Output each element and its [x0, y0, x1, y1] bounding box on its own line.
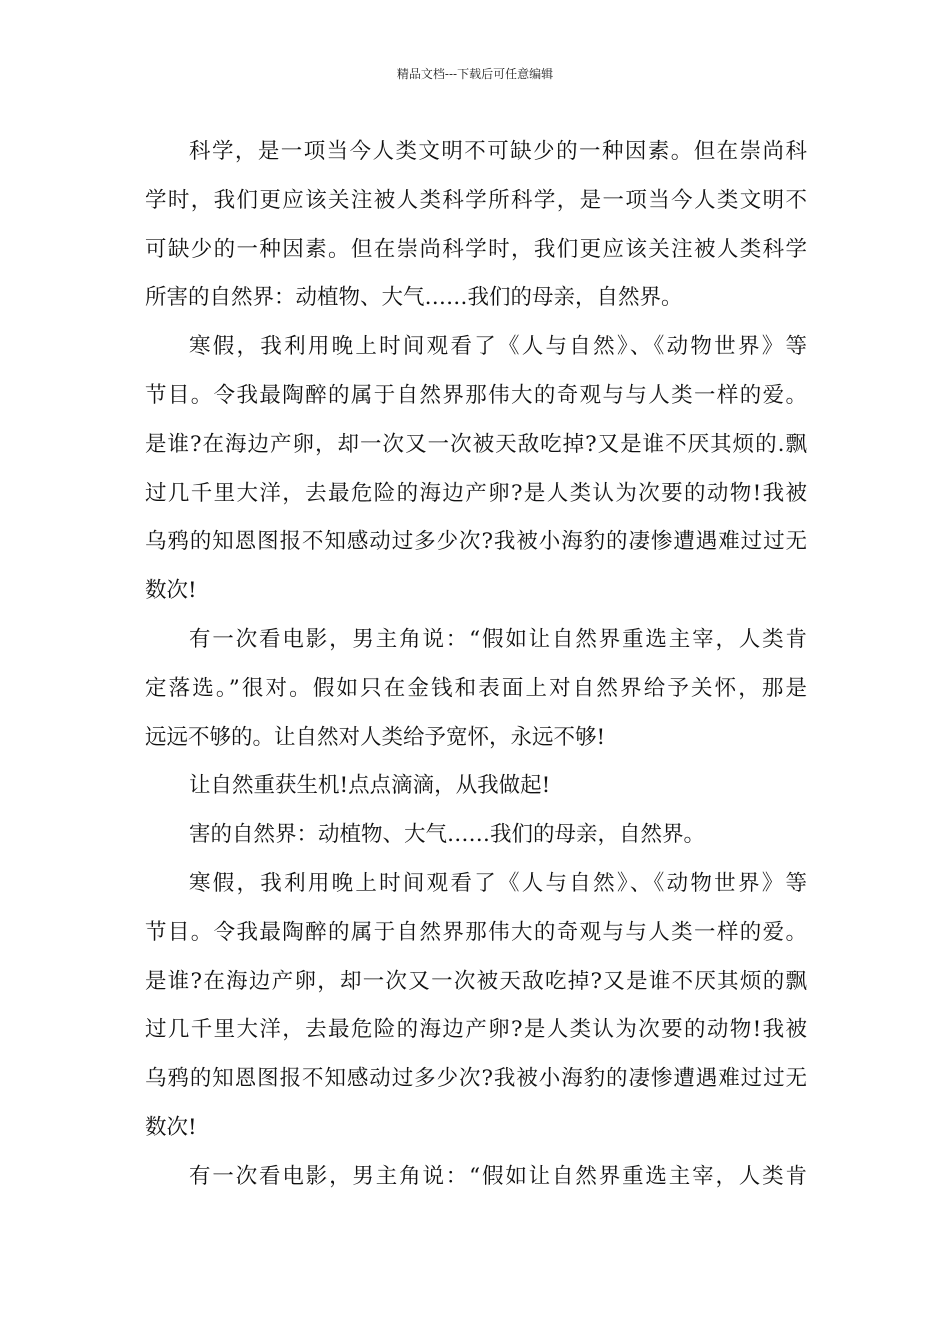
text-line: 远远不够的。让自然对人类给予宽怀，永远不够! [145, 724, 606, 750]
text-line: 是谁?在海边产卵，却一次又一次被天敌吃掉?又是谁不厌其烦的飘 [145, 968, 807, 994]
text-line: 乌鸦的知恩图报不知感动过多少次?我被小海豹的凄惨遭遇难过过无 [145, 1066, 807, 1092]
text-line: 可缺少的一种因素。但在崇尚科学时，我们更应该关注被人类科学 [145, 236, 807, 262]
text-line: 是谁?在海边产卵，却一次又一次被天敌吃掉?又是谁不厌其烦的.飘 [145, 431, 807, 457]
text-line: 害的自然界：动植物、大气……我们的母亲，自然界。 [189, 822, 706, 848]
text-line: 过几千里大洋，去最危险的海边产卵?是人类认为次要的动物!我被 [145, 480, 807, 506]
text-line: 寒假，我利用晚上时间观看了《人与自然》、《动物世界》等 [189, 334, 807, 360]
text-line: 寒假，我利用晚上时间观看了《人与自然》、《动物世界》等 [189, 870, 807, 896]
text-line: 节目。令我最陶醉的属于自然界那伟大的奇观与与人类一样的爱。 [145, 382, 807, 408]
text-line: 让自然重获生机!点点滴滴，从我做起! [189, 773, 551, 799]
text-line: 乌鸦的知恩图报不知感动过多少次?我被小海豹的凄惨遭遇难过过无 [145, 529, 807, 555]
text-line: 节目。令我最陶醉的属于自然界那伟大的奇观与与人类一样的爱。 [145, 919, 807, 945]
text-line: 数次! [145, 1114, 197, 1140]
text-line: 学时，我们更应该关注被人类科学所科学，是一项当今人类文明不 [145, 187, 807, 213]
text-line: 所害的自然界：动植物、大气……我们的母亲，自然界。 [145, 285, 683, 311]
text-line: 过几千里大洋，去最危险的海边产卵?是人类认为次要的动物!我被 [145, 1017, 807, 1043]
page-header: 精品文档---下载后可任意编辑 [396, 67, 554, 81]
document-body [145, 128, 807, 1202]
text-line: 科学，是一项当今人类文明不可缺少的一种因素。但在崇尚科 [189, 139, 807, 164]
text-line: 有一次看电影，男主角说：“假如让自然界重选主宰，人类肯 [189, 626, 807, 652]
text-line: 定落选。”很对。假如只在金钱和表面上对自然界给予关怀，那是 [145, 675, 807, 701]
text-line: 有一次看电影，男主角说：“假如让自然界重选主宰，人类肯 [189, 1163, 807, 1189]
text-line: 数次! [145, 578, 197, 604]
